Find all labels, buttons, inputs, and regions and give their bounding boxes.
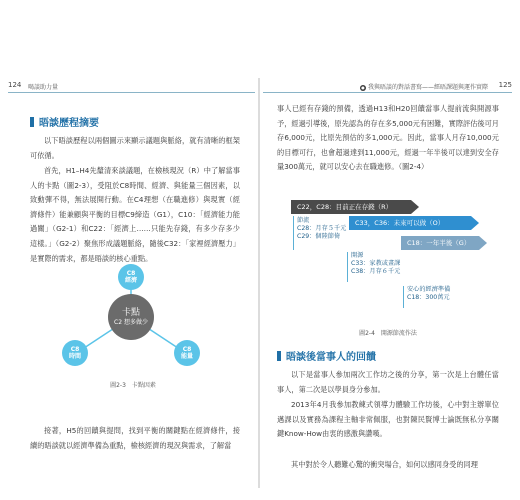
- factor-circle-economy: [118, 264, 144, 290]
- right-header-title-text: 我與晤談的對話書寫——經晤課題與運作實際: [367, 84, 488, 91]
- group-bracket-3: [403, 286, 404, 308]
- blocking-factors-diagram: [56, 262, 206, 372]
- section-heading-text: 晤談歷程摘要: [39, 118, 99, 129]
- section-heading-feedback-text: 晤談後當事人的回饋: [286, 352, 376, 363]
- right-paragraph-1: 事人已經有存錢的預備，透過H13和H20回饋當事人提前流與開源事予，經過引導後，原先認為的存在多5,000元有困難，實際評估後可月存6,000元，比原先預估的多1,000元。因此，當事人月存10,000元的目標可行，也會超過達到11,000元，經過一年半後可以達到安全存量300萬元，就可以安心去在職進修。（圖2-4）: [277, 104, 499, 172]
- factor-energy-code: C8: [182, 346, 192, 353]
- group-prep-item-1: C18：300萬元: [407, 294, 450, 301]
- group-prep-title: 安心的經濟準備: [407, 286, 451, 293]
- heading-marker-icon: [277, 351, 281, 361]
- factor-energy-label: 能量: [180, 353, 193, 360]
- flow-bar-current-saving: [291, 200, 411, 214]
- right-page: [263, 80, 512, 488]
- left-paragraph-2: 首先，H1–H4先釐清來談議題，在檢核現況（R）中了解當事人的卡點（圖2-3），受阻於C8時間、經濟、與能量三個因素，以致動彈不得，無法展開行動。在C4理想（在職進修）與現實（經濟條件）能兼顧與平衡的目標C9締造（G1），C10：「經濟能力能過關」（G2-1）和C22：「經濟上……只能先存錢，有多少存多少這樣。」（G2-2）聚焦形成議題脈絡，隨後C32：「家裡經濟壓力」是實際的需求，都是晤談的核心重點。: [30, 166, 240, 263]
- group-financial-preparation: [407, 286, 450, 302]
- left-paragraph-3: 接著，H5的回饋與提問，找到平衡的關鍵點在經濟條件，接續的晤談就以經濟準備為重點，檢核經濟的現況與需求，了解當: [30, 426, 240, 450]
- center-title: 卡點: [121, 307, 140, 318]
- arrow-tip-icon: [411, 200, 419, 214]
- factor-time-code: C8: [70, 346, 80, 353]
- right-header-title: [360, 82, 488, 91]
- heading-marker-icon: [30, 117, 34, 127]
- flow-bar-goal: [401, 236, 479, 250]
- right-paragraph-4: 其中對於令人聽難心驚的衝突場合，如何以感同身受的同理: [291, 460, 478, 469]
- factor-circle-energy: [174, 340, 200, 366]
- group-reduce-item-2: C29：個陸節倚: [297, 233, 341, 240]
- flow-bar-goal-text: C18：一年半後（G）: [407, 239, 471, 247]
- flow-bar-current-saving-text: C22，C28：目前正在存錢（R）: [297, 203, 393, 211]
- left-page: [8, 80, 255, 488]
- section-heading-summary: [30, 114, 99, 129]
- header-rule: [8, 92, 255, 93]
- group-reduce-item-1: C28：月存５千元: [297, 225, 347, 232]
- group-bracket-1: [293, 216, 294, 250]
- right-paragraph-3: 2013年4月我參加教練式領導力體驗工作坊後，心中對主辦單位邁課以及實務為課程主軸非常佩服，也對陳民賢博士論既無私分享關鍵Know-How由衷的感激與讚嘆。: [277, 400, 499, 439]
- right-page-number: 125: [498, 81, 512, 89]
- factor-time-label: 時間: [68, 353, 81, 360]
- left-header-title: 喝談助力量: [28, 84, 59, 91]
- section-heading-feedback: [277, 348, 376, 363]
- figure-caption-2-4: 圖2-4 開源節流作法: [359, 330, 417, 337]
- factor-economy-code: C8: [126, 270, 136, 277]
- flow-bar-future-plan: [349, 216, 471, 230]
- center-subtitle: C2 想多做少: [114, 318, 148, 326]
- left-page-header: [8, 80, 255, 94]
- factor-economy-label: 經濟: [124, 277, 137, 284]
- group-reduce-spending: [297, 217, 346, 241]
- group-increase-income: [351, 252, 400, 276]
- arrow-tip-icon: [471, 216, 479, 230]
- chapter-dot-icon: ●: [361, 84, 365, 90]
- group-income-title: 開源: [351, 252, 364, 259]
- left-page-number: 124: [8, 81, 22, 89]
- factor-circle-time: [62, 340, 88, 366]
- group-reduce-title: 節流: [297, 217, 310, 224]
- right-page-header: [263, 80, 512, 94]
- left-paragraph-1: 以下晤談歷程以兩個圖示來顯示議題與脈絡，就有清晰的框架可依循。: [30, 136, 240, 160]
- figure-caption-2-3: 圖2-3 卡點因素: [110, 382, 156, 389]
- book-spine: [258, 78, 260, 488]
- flow-bar-future-plan-text: C33，C36：未來可以做（O）: [355, 219, 445, 227]
- right-paragraph-2: 以下是當事人參加兩次工作坊之後的分享，第一次是上台體任當事人，第二次是以學員身分參加。: [277, 370, 499, 394]
- group-income-item-2: C38：月存６千元: [351, 268, 401, 275]
- header-rule: [263, 92, 512, 93]
- group-bracket-2: [347, 252, 348, 282]
- group-income-item-1: C33：家教或畫課: [351, 260, 401, 267]
- center-blocking-point-circle: [108, 294, 154, 340]
- arrow-tip-icon: [479, 236, 487, 250]
